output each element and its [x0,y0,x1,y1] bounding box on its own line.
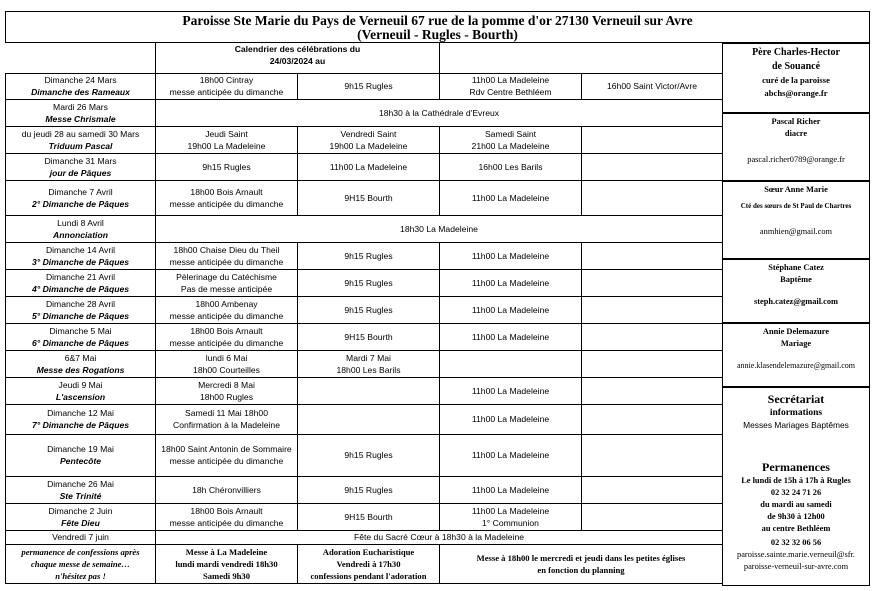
divider [723,112,869,114]
row-date-cell [6,215,156,242]
permanence-rugles: Le lundi de 15h à 17h à Rugles [741,476,851,485]
baptism-email: steph.catez@gmail.com [753,297,839,306]
mass-line: messe anticipée du dimanche [169,517,284,528]
calendar-row [6,377,723,404]
mass-line: 9h15 Rugles [344,81,393,91]
row-feast: Dimanche des Rameaux [31,87,130,97]
row-date-cell [6,126,156,153]
baptism-block [723,262,869,308]
mass-line: 18h00 Saint Antonin de Sommaire [161,444,292,454]
row-date: Dimanche 28 Avril [45,298,116,309]
mass-cell [440,296,582,323]
adoration-line: Vendredi à 17h30 [336,558,401,569]
row-span-cell: 18h30 La Madeleine [156,215,723,242]
wedding-block [723,326,869,372]
row-date-cell [6,503,156,530]
mass-cell [440,404,582,434]
mass-line: messe anticipée du dimanche [169,456,284,466]
row-feast: L'ascension [55,391,106,402]
parish-email: paroisse.sainte.marie.verneuil@sfr. [737,550,855,559]
permanence-days: du mardi au samedi [760,500,832,509]
row-feast: Messe Chrismale [45,113,116,124]
mass-line: 9h15 Rugles [344,484,393,495]
mass-line: Jeudi Saint [205,128,248,139]
mass-cell [582,180,723,215]
mass-cell [582,296,723,323]
divider [723,180,869,182]
calendar-row [6,503,723,530]
sister-email: anmhien@gmail.com [759,227,833,236]
mass-cell [440,323,582,350]
mass-line: 18h00 Les Barils [336,364,401,375]
mass-line: Samedi 11 Mai 18h00 [185,408,268,418]
row-date-cell [6,153,156,180]
baptism-contact-name: Stéphane Catez [768,263,824,272]
row-date: Dimanche 2 Juin [48,505,113,516]
row-span-cell: 18h30 à la Cathédrale d'Evreux [156,99,723,126]
mass-line: 1° Communion [482,517,539,528]
mass-cell [298,126,440,153]
mass-line: lundi 6 Mai [205,352,248,363]
mass-line: 19h00 La Madeleine [187,140,266,151]
mass-line: 11h00 La Madeleine [471,414,550,424]
mass-line: 16h00 Saint Victor/Avre [607,81,697,91]
row-date: Vendredi 7 juin [52,532,109,542]
calendar-row [6,404,723,434]
row-date: 6&7 Mai [64,352,97,363]
secretariat-subtitle: informations [769,408,823,418]
confession-line: permanence de confessions après [21,546,140,557]
row-date-cell [6,269,156,296]
row-date: Dimanche 24 Mars [44,75,117,85]
calendar-row [6,215,723,242]
mass-cell [440,503,582,530]
mass-line: messe anticipée du dimanche [169,310,284,321]
row-date: Dimanche 31 Mars [44,155,117,166]
deacon-name: Pascal Richer [771,117,821,126]
mass-cell [582,350,723,377]
mass-line: 18h00 Bois Arnault [190,186,263,197]
sister-name: Sœur Anne Marie [764,185,828,194]
mass-cell [440,269,582,296]
mass-cell [156,350,298,377]
mass-cell [582,269,723,296]
mass-cell [582,153,723,180]
calendar-row [6,73,723,99]
mass-line: 18h00 Rugles [199,391,254,402]
calendar-table [5,43,723,584]
secretariat-title: Secrétariat [767,392,825,406]
mass-cell [298,153,440,180]
calendar-row [6,323,723,350]
calendar-title-line1: Calendrier des célébrations du [234,44,361,54]
madeleine-weekday-masses [156,544,298,583]
row-date: Jeudi 9 Mai [58,379,103,390]
mass-line: Samedi Saint [484,128,537,139]
empty-header-cell [440,43,723,73]
row-feast: 2° Dimanche de Pâques [31,198,130,209]
mass-cell [582,377,723,404]
confession-line: chaque messe de semaine… [30,558,131,569]
mass-cell [298,404,440,434]
permanences-title: Permanences [762,460,830,474]
mass-cell [298,503,440,530]
mass-line: 11h00 La Madeleine [471,484,550,495]
parish-website: paroisse-verneuil-sur-avre.com [743,562,849,571]
confession-note [6,544,156,583]
mass-line: 18h00 Ambenay [195,298,258,309]
mass-cell [156,180,298,215]
baptism-role: Baptême [780,275,812,284]
mass-line: 11h00 La Madeleine [329,161,408,172]
row-span-cell: Fête du Sacré Cœur à 18h30 à la Madeleine [156,530,723,544]
mass-line: 18h00 Bois Arnault [190,505,263,516]
row-date-cell [6,476,156,503]
mass-cell [440,350,582,377]
madeleine-line: Messe à La Madeleine [185,546,268,557]
calendar-row [6,126,723,153]
small-churches-note [440,544,723,583]
priest-block [723,46,869,100]
mass-cell [440,126,582,153]
mass-cell [582,476,723,503]
mass-line: 18h00 Bois Arnault [190,325,263,336]
row-feast: Triduum Pascal [48,140,113,151]
calendar-row [6,476,723,503]
row-date: Lundi 8 Avril [57,217,104,228]
row-date: Mardi 26 Mars [53,101,108,112]
mass-line: 11h00 La Madeleine [471,331,550,342]
mass-line: messe anticipée du dimanche [169,256,284,267]
parish-header [5,11,870,43]
row-date-cell [6,180,156,215]
wedding-role: Mariage [780,339,812,348]
mass-line: Vendredi Saint [340,128,397,139]
priest-role: curé de la paroisse [762,75,830,85]
mass-cell [156,153,298,180]
mass-line: 16h00 Les Barils [478,161,543,172]
mass-cell [582,404,723,434]
mass-line: 21h00 La Madeleine [471,140,550,151]
mass-line: 9h15 Rugles [344,450,393,460]
mass-cell [582,323,723,350]
row-date: Dimanche 19 Mai [47,444,114,454]
row-feast: 7° Dimanche de Pâques [31,420,130,430]
mass-line: 9h15 Rugles [344,304,393,315]
parish-towns: (Verneuil - Rugles - Bourth) [357,27,518,42]
priest-name: Père Charles-Hector [752,47,840,58]
mass-cell [298,180,440,215]
mass-line: Pèlerinage du Catéchisme [176,271,277,282]
row-feast: 5° Dimanche de Pâques [31,310,130,321]
mass-cell [298,242,440,269]
row-feast: Annonciation [53,229,108,240]
row-date: Dimanche 5 Mai [49,325,112,336]
contacts-sidebar [722,43,870,586]
secretariat-items: Messes Mariages Baptêmes [743,420,849,430]
row-feast: Messe des Rogations [36,364,125,375]
row-date-cell [6,296,156,323]
divider [723,322,869,324]
corner-cell [6,43,156,73]
mass-line: 9H15 Bourth [344,331,393,342]
mass-cell [156,434,298,476]
mass-cell [582,242,723,269]
mass-line: 19h00 La Madeleine [329,140,408,151]
mass-cell [582,126,723,153]
sister-role: Cté des sœurs de St Paul de Chartres [740,202,852,210]
row-date-cell [6,434,156,476]
mass-cell [440,476,582,503]
mass-cell [298,350,440,377]
permanence-place: au centre Bethléem [761,524,831,533]
calendar-row [6,153,723,180]
madeleine-line: Samedi 9h30 [202,570,251,581]
mass-line: 9h15 Rugles [344,250,393,261]
mass-line: Confirmation à la Madeleine [172,420,280,430]
mass-line: 18h00 Cintray [199,75,254,85]
madeleine-line: lundi mardi vendredi 18h30 [175,558,278,569]
mass-line: Mercredi 8 Mai [198,379,255,390]
calendar-row [6,350,723,377]
mass-cell [440,180,582,215]
mass-cell [298,476,440,503]
mass-cell [298,323,440,350]
deacon-role: diacre [784,129,808,138]
mass-cell [156,503,298,530]
mass-cell [156,242,298,269]
mass-line: 9h15 Rugles [202,161,251,172]
calendar-row [6,530,723,544]
mass-line: 11h00 La Madeleine [471,304,550,315]
mass-line: 11h00 La Madeleine [471,192,550,203]
small-churches-line: en fonction du planning [537,564,625,575]
row-date-cell [6,99,156,126]
divider [723,386,869,388]
mass-line: messe anticipée du dimanche [169,337,284,348]
mass-cell [156,269,298,296]
mass-line: 9H15 Bourth [344,511,393,522]
mass-cell [298,73,440,99]
mass-line: 11h00 La Madeleine [471,75,550,85]
mass-cell [298,377,440,404]
row-date-cell [6,323,156,350]
row-feast: 3° Dimanche de Pâques [31,256,130,267]
permanence-phone: 02 32 32 06 56 [770,538,822,547]
row-date-cell [6,350,156,377]
adoration-line: Adoration Eucharistique [322,546,415,557]
row-date: Dimanche 14 Avril [45,244,116,255]
row-date: du jeudi 28 au samedi 30 Mars [21,128,140,139]
permanence-rugles-phone: 02 32 24 71 26 [770,488,822,497]
calendar-row [6,99,723,126]
priest-name-2: de Souancé [771,61,821,72]
mass-cell [440,242,582,269]
row-feast: 4° Dimanche de Pâques [31,283,130,294]
mass-cell [440,434,582,476]
mass-cell [582,73,723,99]
mass-cell [298,269,440,296]
deacon-email: pascal.richer0789@orange.fr [747,155,845,164]
mass-cell [156,126,298,153]
divider [723,258,869,260]
mass-line: messe anticipée du dimanche [169,87,284,97]
row-feast: Fête Dieu [61,517,100,528]
permanence-hours: de 9h30 à 12h00 [767,512,825,521]
mass-line: 11h00 La Madeleine [471,450,550,460]
secretariat-block [723,392,869,431]
calendar-rows [6,73,723,544]
wedding-contact-name: Annie Delemazure [762,327,830,336]
row-date: Dimanche 12 Mai [47,408,114,418]
calendar-row [6,180,723,215]
mass-cell [156,377,298,404]
row-date: Dimanche 21 Avril [45,271,116,282]
adoration-line: confessions pendant l'adoration [310,570,427,581]
calendar-title-line2: 24/03/2024 au [269,56,326,66]
priest-email: abchs@orange.fr [764,88,828,98]
wedding-email: annie.klasendelemazure@gmail.com [737,361,855,370]
mass-cell [440,377,582,404]
calendar-row [6,434,723,476]
row-feast: Ste Trinité [59,490,102,501]
mass-cell [156,296,298,323]
mass-line: 11h00 La Madeleine [471,505,550,516]
mass-cell [156,476,298,503]
mass-line: 11h00 La Madeleine [471,250,550,261]
mass-line: Rdv Centre Bethléem [469,87,552,97]
mass-cell [156,404,298,434]
mass-line: 18h Chéronvilliers [192,484,261,495]
row-date-cell [6,73,156,99]
row-date-cell [6,404,156,434]
mass-cell [582,434,723,476]
permanences-block [723,460,869,573]
calendar-row [6,269,723,296]
row-feast: 6° Dimanche de Pâques [31,337,130,348]
mass-cell [298,296,440,323]
row-date-cell [6,530,156,544]
row-feast: Pentecôte [59,456,102,466]
row-date: Dimanche 7 Avril [48,186,113,197]
calendar-row [6,296,723,323]
mass-line: 11h00 La Madeleine [471,385,550,396]
mass-cell [156,73,298,99]
row-date-cell [6,377,156,404]
mass-cell [440,73,582,99]
mass-cell [156,323,298,350]
mass-cell [582,503,723,530]
mass-cell [440,153,582,180]
mass-line: Pas de messe anticipée [180,283,273,294]
calendar-row [6,242,723,269]
mass-line: 18h00 Chaise Dieu du Theil [173,244,280,255]
mass-line: 9H15 Bourth [344,192,393,203]
mass-line: Mardi 7 Mai [346,352,391,363]
mass-line: messe anticipée du dimanche [169,198,284,209]
mass-cell [298,434,440,476]
row-date: Dimanche 26 Mai [47,478,114,489]
row-feast: jour de Pâques [49,167,112,178]
mass-line: 11h00 La Madeleine [471,277,550,288]
small-churches-line: Messe à 18h00 le mercredi et jeudi dans les petites églises [476,552,686,563]
deacon-block [723,116,869,166]
adoration-note [298,544,440,583]
mass-line: 18h00 Courteilles [193,364,260,375]
sister-block [723,184,869,238]
calendar-title [156,43,440,73]
row-date-cell [6,242,156,269]
confession-line: n'hésitez pas ! [55,570,106,581]
mass-line: 9h15 Rugles [344,277,393,288]
parish-address: Paroisse Ste Marie du Pays de Verneuil 67 rue de la pomme d'or 27130 Verneuil sur Avre [182,13,693,28]
